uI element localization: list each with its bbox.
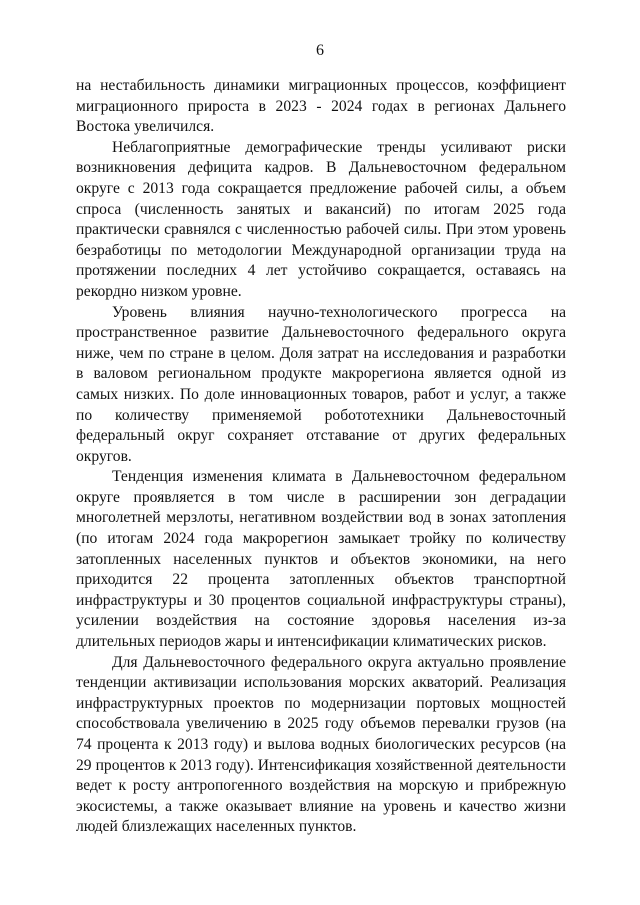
paragraph-continuation: на нестабильность динамики миграционных процессов, коэффициент миграционного прироста в 2023 - 2024 годах в регионах Дальнего Востока увеличился. — [76, 77, 566, 136]
paragraph-demographic-trends: Неблагоприятные демографические тренды усиливают риски возникновения дефицита кадров. В Дальневосточном федеральном округе с 2013 года сокращается предложение рабочей силы, а объем спроса (численность занятых и вакансий) по итогам 2025 года практически сравнялся с численностью рабочей силы. При этом уровень безработицы по методологии Международной организации труда на протяжении последних 4 лет устойчиво сокращается, оставаясь на рекордно низком уровне. — [76, 138, 566, 300]
document-body — [76, 76, 566, 838]
paragraph-climate-change: Тенденция изменения климата в Дальневосточном федеральном округе проявляется в том числе в расширении зон деградации многолетней мерзлоты, негативном воздействии вод в зонах затопления (по итогам 2024 года макрорегион замыкает тройку по количеству затопленных населенных пунктов и объектов экономики, на него приходится 22 процента затопленных объектов транспортной инфраструктуры и 30 процентов социальной инфраструктуры страны), усилении воздействия на состояние здоровья населения из-за длительных периодов жары и интенсификации климатических рисков. — [76, 468, 566, 651]
paragraph-marine-areas: Для Дальневосточного федерального округа актуально проявление тенденции активизации использования морских акваторий. Реализация инфраструктурных проектов по модернизации портовых мощностей способствовала увеличению в 2025 году объемов перевалки грузов (на 74 процента к 2013 году) и вылова водных биологических ресурсов (на 29 процентов к 2013 году). Интенсификация хозяйственной деятельности ведет к росту антропогенного воздействия на морскую и прибрежную экосистемы, а также оказывает влияние на уровень и качество жизни людей близлежащих населенных пунктов. — [76, 653, 566, 836]
page-number: 6 — [316, 42, 324, 59]
paragraph-technology-progress: Уровень влияния научно-технологического прогресса на пространственное развитие Дальневосточного федерального округа ниже, чем по стране в целом. Доля затрат на исследования и разработки в валовом региональном продукте макрорегиона является одной из самых низких. По доле инновационных товаров, работ и услуг, а также по количеству применяемой робототехники Дальневосточный федеральный округ сохраняет отставание от других федеральных округов. — [76, 303, 566, 465]
